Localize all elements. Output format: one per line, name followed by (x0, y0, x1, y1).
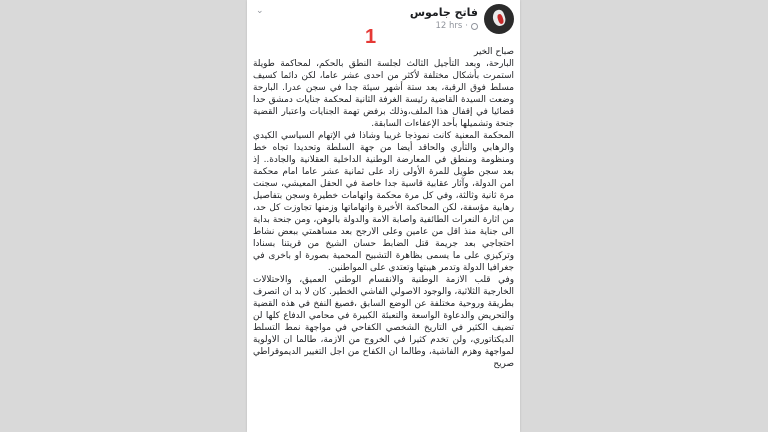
author-name[interactable]: فاتح جاموس (409, 6, 478, 19)
post-paragraph: المحكمة المعنية كانت نموذجا غريبا وشاذا في الإتهام السياسي الكيدي والرهابي والثأري والحاقد أيضا من جهة السلطة وتحديدا تجاه خط ومنظومة ومنطق في المعارضة الوطنية الداخلية العقلانية والجادة.. إذ بعد سجن طويل للمرة الأولى زاد على ثمانية عشر عاما امام محكمة امن الدولة، وآثار عقابية قاسية جدا خاصة في الحقل المعيشي، سجنت مرة ثانية وثالثة، وفي كل مرة محكمة واتهامات خطيرة وسجن بتفاصيل رهابية مؤسفة، لكن المحاكمة الأخيرة واتهاماتها وزمنها تجاوزت كل حد، من اثارة النعرات الطائفية واصابة الامة والدولة بالوهن، ومن جنحة بداية الى جناية منذ اقل من عامين وعلى الارجح بعد مساهمتي ببعض نشاط احتجاجي بعد جريمة قتل الضابط حسان الشيخ من قريتنا بسنادا وتركيزي على ما يسمى بظاهرة التشبيح المحمية بصورة او باخرى في جغرافيا الدولة وتدمر هيبتها وتعتدي على المواطنين. (253, 131, 514, 273)
facebook-post-card (247, 0, 520, 432)
post-body (253, 46, 514, 370)
post-meta: 12 hrs · (435, 21, 478, 31)
post-header (254, 4, 514, 38)
post-paragraph: وفي قلب الازمة الوطنية والانقسام الوطني العميق، والاحتلالات الخارجية الثلاثية، والوجود الاصولي الفاشي الخطير. كان لا بد ان اتصرف بطريقة وروحية مختلفة عن الوضع السابق ،فصيغ النفخ في هذه القضية والتحريض والدعاوة الواسعة والتعبئة الكبيرة في محامي الدفاع كلها لن تضيف الكثير في التاريخ الشخصي الكفاحي في مواجهة نمط التسلط الديكتاتوري، ولن تخدم كثيرا في الخروج من الازمة، طالما ان الاولوية لمواجهة وهزم الفاشية، وطالما ان الكفاح من اجل التغيير الديموقراطي صريح (253, 275, 514, 369)
annotation-number: 1 (365, 26, 377, 48)
globe-icon (471, 23, 478, 30)
avatar[interactable] (484, 4, 514, 34)
post-paragraph: البارحة، وبعد التأجيل الثالث لجلسة النطق بالحكم، لمحاكمة طويلة استمرت بأشكال مختلفة لأكثر من احدى عشر عاما، لكن دائما كسيف مسلط فوق الرقبة، بعد ستة أشهر سيئة جدا في سجن عدرا. البارحة وضعت السيدة القاضية رئيسة الغرفة الثانية لمحكمة جنايات دمشق حدا قضائيا في إقفال هذا الملف،وذلك برفض تهمة الجنايات واعتبار القضية جنحة وتشميلها بأحد الإعفاءات السابقة. (253, 59, 514, 129)
post-time[interactable]: 12 hrs (435, 21, 463, 31)
post-greeting: صباح الخير (474, 47, 514, 57)
chevron-down-icon[interactable]: ⌄ (256, 6, 264, 16)
